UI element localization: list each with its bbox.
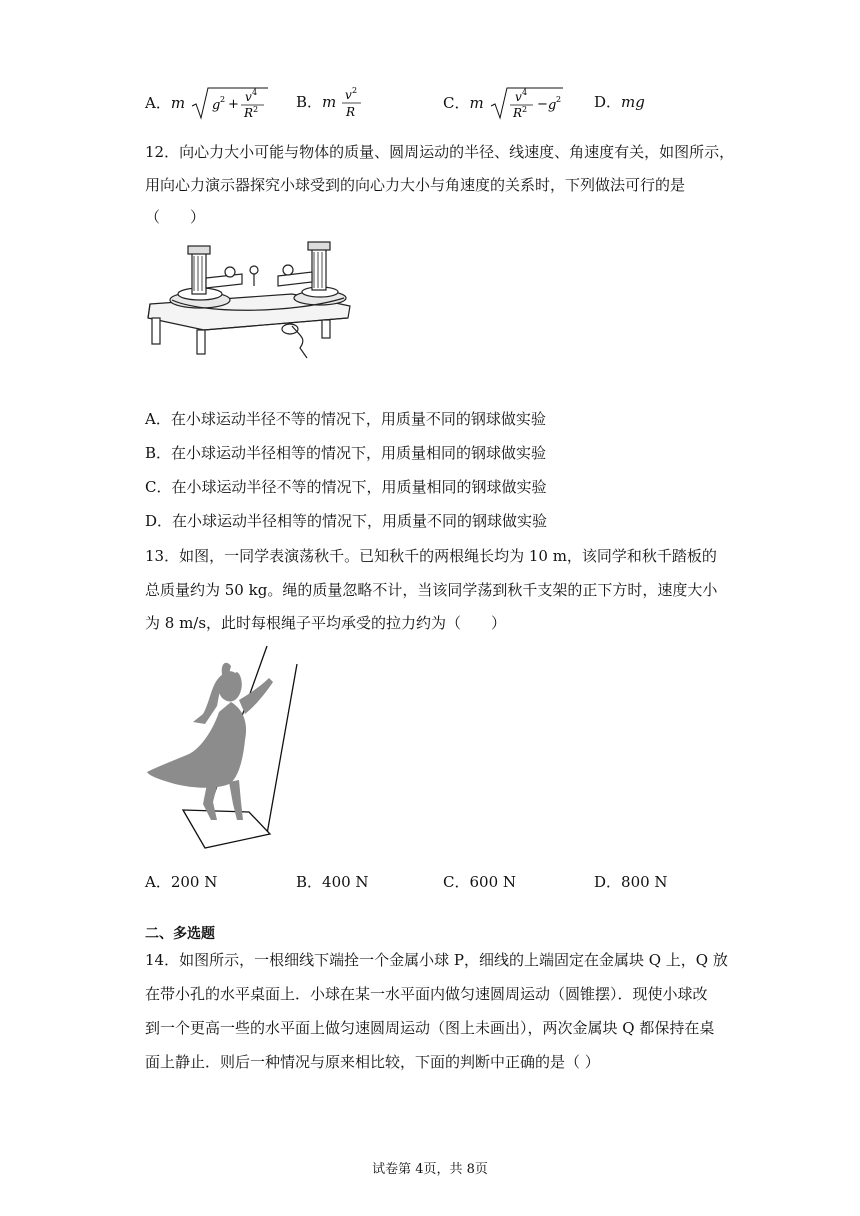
- q11-option-b-label: B．: [296, 93, 323, 111]
- svg-text:v: v: [244, 90, 252, 104]
- q11-option-a: [145, 86, 270, 122]
- q12-option-c: C．在小球运动半径不等的情况下，用质量相同的钢球做实验: [145, 478, 547, 496]
- q11-option-d-label: D．: [594, 93, 622, 111]
- q12-line-3: （ ）: [145, 208, 206, 226]
- q13-option-b: B．400 N: [296, 873, 369, 891]
- q13-line-3: 为 8 m/s，此时每根绳子平均承受的拉力约为（ ）: [145, 614, 507, 632]
- svg-text:+: +: [227, 97, 239, 112]
- svg-text:v: v: [345, 88, 352, 102]
- svg-text:2: 2: [555, 95, 561, 104]
- q12-option-b: B．在小球运动半径相等的情况下，用质量相同的钢球做实验: [145, 444, 547, 462]
- swing-girl-figure: [145, 644, 305, 849]
- q14-line-2: 在带小孔的水平桌面上．小球在某一水平面内做匀速圆周运动（圆锥摆）．现使小球改: [145, 985, 708, 1003]
- svg-text:4: 4: [251, 88, 257, 97]
- section-title: 二、多选题: [145, 926, 215, 942]
- q14-line-4: 面上静止．则后一种情况与原来相比较，下面的判断中正确的是（ ）: [145, 1053, 600, 1071]
- sqrt-symbol: [489, 86, 565, 122]
- svg-text:R: R: [346, 105, 356, 119]
- q12-line-1: 12．向心力大小可能与物体的质量、圆周运动的半径、线速度、角速度有关，如图所示，: [145, 143, 735, 161]
- q13-option-a: A．200 N: [145, 873, 218, 891]
- q11-option-b-coef: m: [322, 93, 337, 111]
- q11-option-a-label: A．: [145, 94, 171, 112]
- svg-text:g: g: [547, 98, 556, 113]
- q13-line-1: 13．如图，一同学表演荡秋千。已知秋千的两根绳长均为 10 m，该同学和秋千踏板的: [145, 547, 717, 565]
- centripetal-force-apparatus-figure: [142, 236, 357, 371]
- q14-line-1: 14．如图所示，一根细线下端拴一个金属小球 P，细线的上端固定在金属块 Q 上，Q 放: [145, 951, 728, 969]
- svg-text:−: −: [536, 97, 548, 112]
- page-footer: 试卷第 4页，共 8页: [372, 1162, 488, 1177]
- svg-text:2: 2: [521, 105, 527, 114]
- q11-option-c-coef: m: [469, 94, 484, 112]
- sqrt-symbol: [190, 86, 270, 122]
- q11-option-a-coef: m: [170, 94, 186, 112]
- svg-text:v: v: [514, 90, 522, 104]
- q14-line-3: 到一个更高一些的水平面上做匀速圆周运动（图上未画出），两次金属块 Q 都保持在桌: [145, 1019, 715, 1037]
- svg-text:4: 4: [521, 88, 527, 97]
- q11-option-d-text: mg: [621, 93, 645, 111]
- q13-option-d: D．800 N: [594, 873, 668, 891]
- q11-option-c-label: C．: [443, 94, 470, 112]
- q13-option-c: C．600 N: [443, 873, 517, 891]
- q13-line-2: 总质量约为 50 kg。绳的质量忽略不计，当该同学荡到秋千支架的正下方时，速度大小: [145, 581, 718, 599]
- fraction-v2-over-r: [341, 86, 363, 120]
- q11-option-b: [296, 86, 363, 120]
- q11-option-d: [594, 92, 645, 112]
- q11-a-g: g: [211, 98, 221, 113]
- svg-text:R: R: [243, 106, 253, 120]
- svg-text:2: 2: [352, 86, 358, 95]
- svg-text:2: 2: [252, 105, 258, 114]
- q11-option-c: [443, 86, 565, 122]
- q12-option-a: A．在小球运动半径不等的情况下，用质量不同的钢球做实验: [145, 410, 546, 428]
- svg-text:2: 2: [219, 95, 225, 104]
- q12-line-2: 用向心力演示器探究小球受到的向心力大小与角速度的关系时，下列做法可行的是: [145, 176, 686, 194]
- svg-text:R: R: [512, 106, 522, 120]
- q12-option-d: D．在小球运动半径相等的情况下，用质量不同的钢球做实验: [145, 512, 548, 530]
